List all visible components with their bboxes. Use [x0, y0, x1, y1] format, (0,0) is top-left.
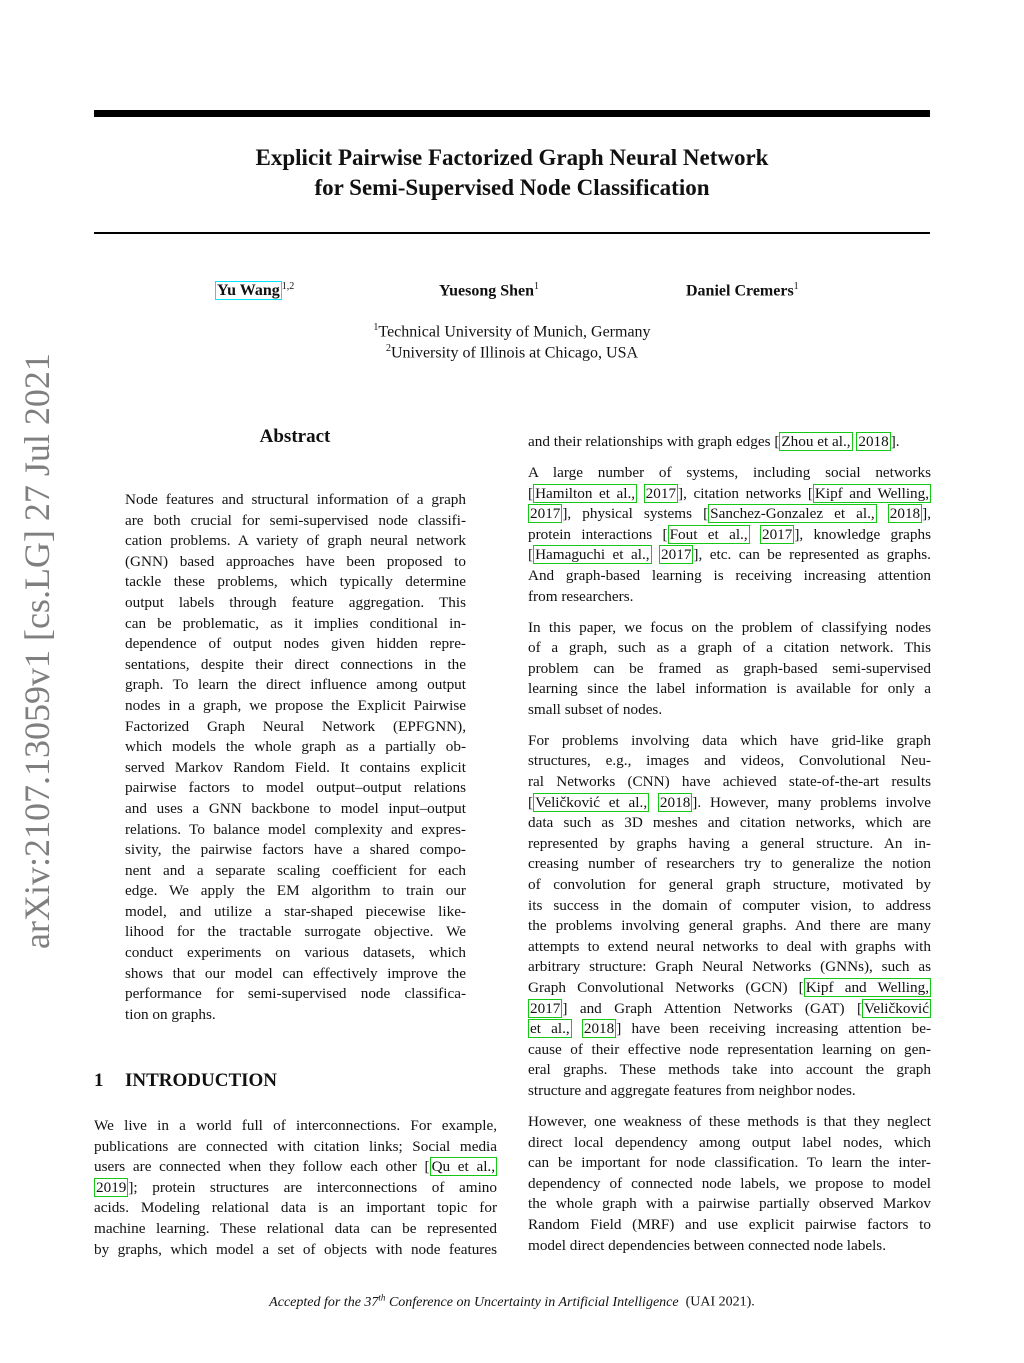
text-line: dependence of output nodes given hidden repre-	[125, 635, 466, 653]
text-line: acids. Modeling relational data is an important topic for	[94, 1199, 497, 1217]
text-line: the problems involving general graphs. And there are many	[528, 917, 931, 935]
text-line: cation problems. A variety of graph neural network	[125, 532, 466, 550]
text-line: tion on graphs.	[125, 1005, 216, 1023]
citation-link[interactable]: Qu et al.,	[431, 1158, 496, 1176]
text-line: which models the whole graph as a partially ob-	[125, 738, 466, 756]
citation-link[interactable]: Zhou et al.,	[781, 433, 851, 450]
text-line: represented by graphs having a general structure. An in-	[528, 834, 931, 852]
text-line: eral graphs. These methods take into account the graph	[528, 1061, 931, 1079]
text-line: small subset of nodes.	[528, 700, 663, 718]
text-line: are both crucial for semi-supervised node classifi-	[125, 511, 466, 529]
section-title: INTRODUCTION	[125, 1070, 278, 1091]
citation-link[interactable]: Veličković	[864, 999, 929, 1017]
text-line: conduct experiments on various datasets, which	[125, 944, 466, 962]
text-line: of a graph, such as a graph of a citation network. This	[528, 639, 931, 657]
text-line: cause of their effective node representation learning on gen-	[528, 1040, 931, 1058]
text-line: However, one weakness of these methods is that they neglect	[528, 1112, 931, 1130]
text-line: In this paper, we focus on the problem of classifying nodes	[528, 618, 931, 636]
citation-link[interactable]: Hamaguchi et al.,	[535, 546, 650, 564]
citation-link[interactable]: 2017	[530, 999, 561, 1017]
text-line: dependency of connected node labels, we propose to model	[528, 1174, 931, 1192]
text-line: users are connected when they follow each other [ Qu et al.,	[94, 1158, 496, 1176]
intro-right-column	[528, 432, 931, 1256]
author-affil-sup: 1	[793, 281, 799, 292]
title-rule	[94, 232, 930, 234]
abstract-body	[125, 490, 466, 1025]
text-line: [ Hamaguchi et al., 2017 ], etc. can be represented as graphs.	[528, 546, 931, 564]
text-line: structure and aggregate features from neighbor nodes.	[528, 1081, 856, 1099]
author-name: Yuesong Shen	[439, 282, 535, 300]
text-line: 2017 ] and Graph Attention Networks (GAT) [ Veličković	[530, 999, 929, 1017]
text-line: creasing number of researchers try to generalize the notion	[528, 855, 931, 873]
affiliation-2: $^2$University of Illinois at Chicago, USA	[385, 343, 639, 362]
text-line: nent and a separate scaling coefficient for each	[125, 861, 466, 879]
citation-link[interactable]: 2019	[96, 1178, 127, 1196]
text-line: and their relationships with graph edges [ Zhou et al., 2018 ].	[528, 433, 900, 450]
text-line: problem can be framed as graph-based semi-supervised	[528, 659, 931, 677]
text-line: pairwise factors to model output–output relations	[125, 779, 466, 797]
citation-link[interactable]: Fout et al.,	[669, 525, 748, 543]
text-line: We live in a world full of interconnections. For example,	[94, 1117, 497, 1134]
text-line: sentations, despite their direct connections in the	[125, 655, 466, 673]
citation-link[interactable]: 2017	[530, 505, 561, 523]
text-line: its success in the domain of computer vision, to address	[528, 896, 931, 914]
text-line: performance for semi-supervised node classifica-	[125, 985, 466, 1003]
text-line: can be problematic, as it implies conditional in-	[125, 614, 466, 632]
text-line: the whole graph with a pairwise partially observed Markov	[528, 1195, 931, 1213]
text-line: of convolution for general graph structure, motivated by	[528, 876, 931, 894]
text-line: served Markov Random Field. It contains explicit	[125, 758, 466, 776]
text-line: model, and utilize a star-shaped piecewise like-	[125, 902, 466, 920]
citation-link[interactable]: 2017	[645, 484, 677, 502]
text-line: attempts to extend neural networks to deal with graphs with	[528, 937, 931, 955]
text-line: For problems involving data which have grid-like graph	[528, 731, 931, 749]
text-line: A large number of systems, including social networks	[528, 463, 931, 481]
text-line: 2019 ]; protein structures are interconnections of amino	[96, 1178, 497, 1196]
title-line-1: Explicit Pairwise Factorized Graph Neural Network	[255, 145, 769, 170]
text-line: Random Field (MRF) and use explicit pairwise factors to	[528, 1215, 931, 1233]
footer-note: Accepted for the 37th Conference on Uncertainty in Artificial Intelligence (UAI 2021).	[269, 1292, 755, 1310]
citation-link[interactable]: et al.,	[530, 1020, 570, 1038]
text-line: relations. To balance model complexity and expres-	[125, 820, 466, 838]
text-line: ral Networks (CNN) have achieved state-of-the-art results	[528, 773, 931, 791]
citation-link[interactable]: Kipf and Welling,	[814, 484, 930, 502]
text-line: Factorized Graph Neural Network (EPFGNN),	[125, 717, 466, 735]
text-line: from researchers.	[528, 587, 634, 605]
citation-link[interactable]: 2017	[661, 546, 692, 564]
text-line: protein interactions [ Fout et al., 2017 ], knowledge graphs	[528, 525, 932, 543]
top-rule	[94, 110, 930, 117]
text-line: direct local dependency among output label nodes, which	[528, 1133, 931, 1151]
text-line: by graphs, which model a set of objects with node features	[94, 1240, 497, 1258]
text-line: edge. We apply the EM algorithm to train our	[125, 882, 466, 900]
text-line: can be important for node classification. To learn the inter-	[528, 1154, 931, 1172]
section-number: 1	[94, 1070, 104, 1091]
citation-link[interactable]: 2017	[761, 525, 793, 543]
text-line: nodes in a graph, we propose the Explicit Pairwise	[125, 696, 466, 714]
text-line: structures, e.g., images and videos, Convolutional Neu-	[528, 752, 931, 770]
text-line: model direct dependencies between connected node labels.	[528, 1236, 887, 1254]
text-line: [ Veličković et al., 2018 ]. However, many problems involve	[528, 793, 932, 811]
author-yuesong-shen	[439, 281, 539, 300]
text-line: output labels through feature aggregation. This	[125, 593, 466, 611]
citation-link[interactable]: Sanchez-Gonzalez et al.,	[710, 505, 875, 523]
text-line: publications are connected with citation links; Social media	[94, 1137, 497, 1155]
text-line: graph. To learn the direct influence among output	[125, 676, 466, 694]
text-line: tackle these problems, which typically determine	[125, 573, 466, 591]
text-line: lihood for the tractable surrogate objective. We	[125, 923, 466, 941]
author-name: Daniel Cremers	[686, 282, 794, 300]
section-heading-introduction	[94, 1070, 277, 1092]
text-line: 2017 ], physical systems [ Sanchez-Gonzalez et al., 2018 ],	[530, 505, 931, 523]
text-line: Graph Convolutional Networks (GCN) [ Kipf and Welling,	[528, 979, 929, 997]
citation-link[interactable]: 2018	[858, 433, 889, 450]
text-line: (GNN) based approaches have been proposed to	[125, 552, 466, 570]
paper-title	[94, 143, 930, 203]
title-line-2: for Semi-Supervised Node Classification	[314, 175, 710, 200]
author-daniel-cremers	[686, 281, 799, 300]
author-yu-wang	[215, 281, 294, 300]
text-line: Node features and structural information of a graph	[125, 491, 466, 508]
author-affil-sup: 1	[534, 281, 540, 292]
text-line: arbitrary structure: Graph Neural Networks (GNNs), such as	[528, 958, 931, 976]
text-line: [ Hamilton et al., 2017 ], citation networks [ Kipf and Welling,	[528, 484, 930, 502]
arxiv-stamp: arXiv:2107.13059v1 [cs.LG] 27 Jul 2021	[17, 353, 57, 949]
author-affil-sup: 1,2	[281, 281, 295, 292]
text-line: et al., 2018 ] have been receiving increasing attention be-	[530, 1020, 932, 1038]
text-line: learning since the label information is available for only a	[528, 680, 931, 698]
intro-left-column	[94, 1116, 497, 1260]
citation-link[interactable]: Veličković et al.,	[535, 793, 648, 811]
abstract-heading: Abstract	[259, 426, 331, 447]
affiliation-1: $^1$Technical University of Munich, Germany	[373, 322, 651, 341]
citation-link[interactable]: Kipf and Welling,	[805, 979, 929, 997]
text-line: and uses a GNN backbone to model input–output	[125, 799, 466, 817]
text-line: machine learning. These relational data can be represented	[94, 1219, 497, 1237]
citation-link[interactable]: Hamilton et al.,	[535, 484, 636, 502]
author-link[interactable]: Yu Wang	[217, 282, 280, 300]
text-line: And graph-based learning is receiving increasing attention	[528, 566, 931, 584]
citation-link[interactable]: 2018	[583, 1020, 615, 1038]
text-line: shows that our model can effectively improve the	[125, 964, 466, 982]
citation-link[interactable]: 2018	[659, 793, 691, 811]
citation-link[interactable]: 2018	[889, 505, 921, 523]
text-line: data such as 3D meshes and citation networks, which are	[528, 814, 931, 832]
text-line: sivity, the pairwise factors have a shared compo-	[125, 841, 466, 859]
